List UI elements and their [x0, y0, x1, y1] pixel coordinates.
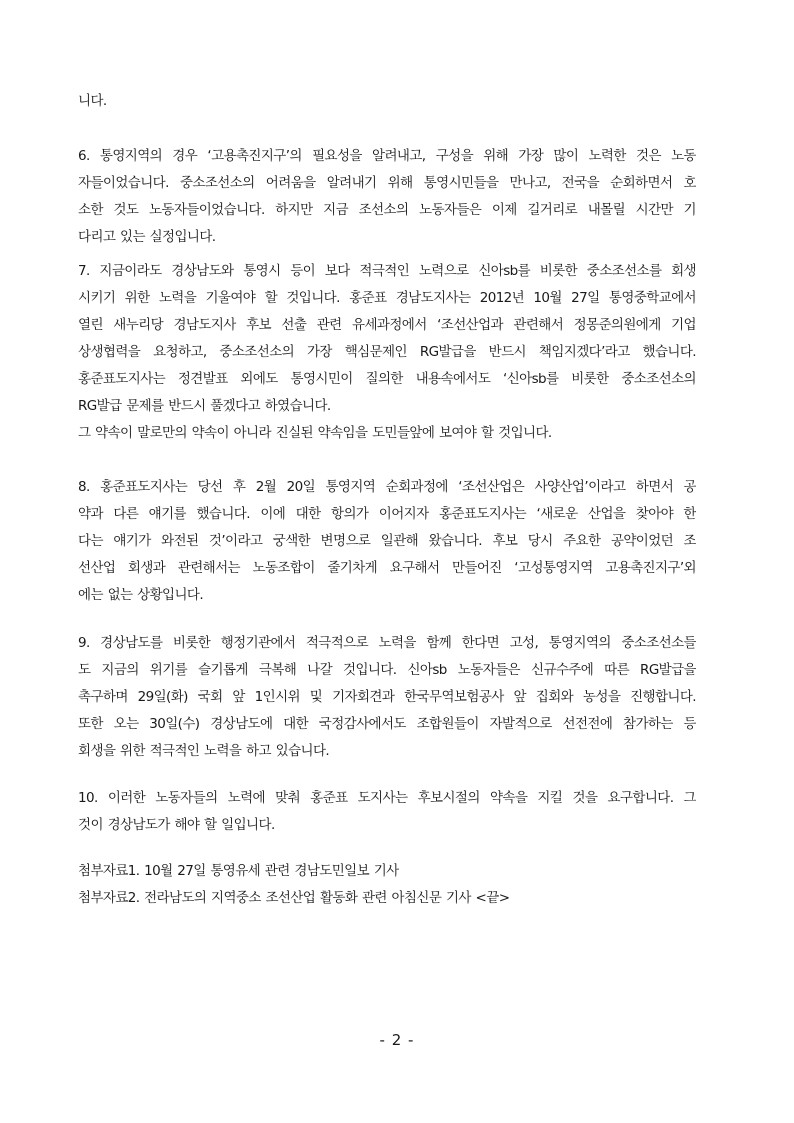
text-line: 니다.	[78, 93, 107, 109]
text-line: 또한 오는 30일(수) 경상남도에 대한 국정감사에서도 조합원들이 자발적으로 선전전에 참가하는 등	[78, 716, 696, 732]
text-line: 자들이었습니다. 중소조선소의 어려움을 알려내기 위해 통영시민들을 만나고, 전국을 순회하면서 호	[78, 175, 696, 191]
text-line: 다는 얘기가 와전된 것’이라고 궁색한 변명으로 일관해 왔습니다. 후보 당시 주요한 공약이었던 조	[78, 533, 696, 549]
text-line: 6. 통영지역의 경우 ‘고용촉진지구’의 필요성을 알려내고, 구성을 위해 가장 많이 노력한 것은 노동	[78, 148, 696, 164]
text-line: 에는 없는 상황입니다.	[78, 587, 204, 603]
attachment-item: 첨부자료1. 10월 27일 통영유세 관련 경남도민일보 기사	[78, 863, 399, 879]
text-line: 것이 경상남도가 해야 할 일입니다.	[78, 817, 275, 833]
text-line: 약과 다른 얘기를 했습니다. 이에 대한 항의가 이어지자 홍준표도지사는 ‘새로운 산업을 찾아야 한	[78, 506, 696, 522]
paragraph-6	[78, 143, 696, 251]
text-line: 열린 새누리당 경남도지사 후보 선출 관련 유세과정에서 ‘조선산업과 관련해서 정몽준의원에게 기업	[78, 317, 696, 333]
attachments-list	[78, 858, 696, 912]
page-number: - 2 -	[379, 1031, 415, 1049]
text-line: 시키기 위한 노력을 기울여야 할 것입니다. 홍준표 경남도지사는 2012년 10월 27일 통영중학교에서	[78, 290, 696, 306]
paragraph-10	[78, 785, 696, 839]
text-line: 8. 홍준표도지사는 당선 후 2월 20일 통영지역 순회과정에 ‘조선산업은 사양산업’이라고 하면서 공	[78, 479, 696, 495]
paragraph-continuation	[78, 88, 696, 115]
text-line: 상생협력을 요청하고, 중소조선소의 가장 핵심문제인 RG발급을 반드시 책임지겠다’라고 했습니다.	[78, 344, 696, 360]
text-line: 회생을 위한 적극적인 노력을 하고 있습니다.	[78, 743, 330, 759]
text-line: 소한 것도 노동자들이었습니다. 하지만 지금 조선소의 노동자들은 이제 길거리로 내몰릴 시간만 기	[78, 202, 696, 218]
text-line: 10. 이러한 노동자들의 노력에 맞춰 홍준표 도지사는 후보시절의 약속을 지킬 것을 요구합니다. 그	[78, 790, 696, 806]
attachment-item: 첨부자료2. 전라남도의 지역중소 조선산업 활동화 관련 아침신문 기사 <끝>	[78, 890, 510, 906]
text-line: 7. 지금이라도 경상남도와 통영시 등이 보다 적극적인 노력으로 신아sb를 비롯한 중소조선소를 회생	[78, 263, 696, 279]
text-line: RG발급 문제를 반드시 풀겠다고 하였습니다.	[78, 398, 331, 414]
text-line: 9. 경상남도를 비롯한 행정기관에서 적극적으로 노력을 함께 한다면 고성, 통영지역의 중소조선소들	[78, 635, 696, 651]
text-line: 선산업 회생과 관련해서는 노동조합이 줄기차게 요구해서 만들어진 ‘고성통영지역 고용촉진지구’외	[78, 560, 696, 576]
text-line: 다리고 있는 실정입니다.	[78, 229, 216, 245]
paragraph-7	[78, 258, 696, 447]
text-line: 도 지금의 위기를 슬기롭게 극복해 나갈 것입니다. 신아sb 노동자들은 신규수주에 따른 RG발급을	[78, 662, 696, 678]
paragraph-8	[78, 474, 696, 609]
text-line: 촉구하며 29일(화) 국회 앞 1인시위 및 기자회견과 한국무역보험공사 앞 집회와 농성을 진행합니다.	[78, 689, 696, 705]
text-line: 그 약속이 말로만의 약속이 아니라 진실된 약속임을 도민들앞에 보여야 할 것입니다.	[78, 425, 552, 441]
paragraph-9	[78, 630, 696, 765]
text-line: 홍준표도지사는 정견발표 외에도 통영시민이 질의한 내용속에서도 ‘신아sb를 비롯한 중소조선소의	[78, 371, 696, 387]
